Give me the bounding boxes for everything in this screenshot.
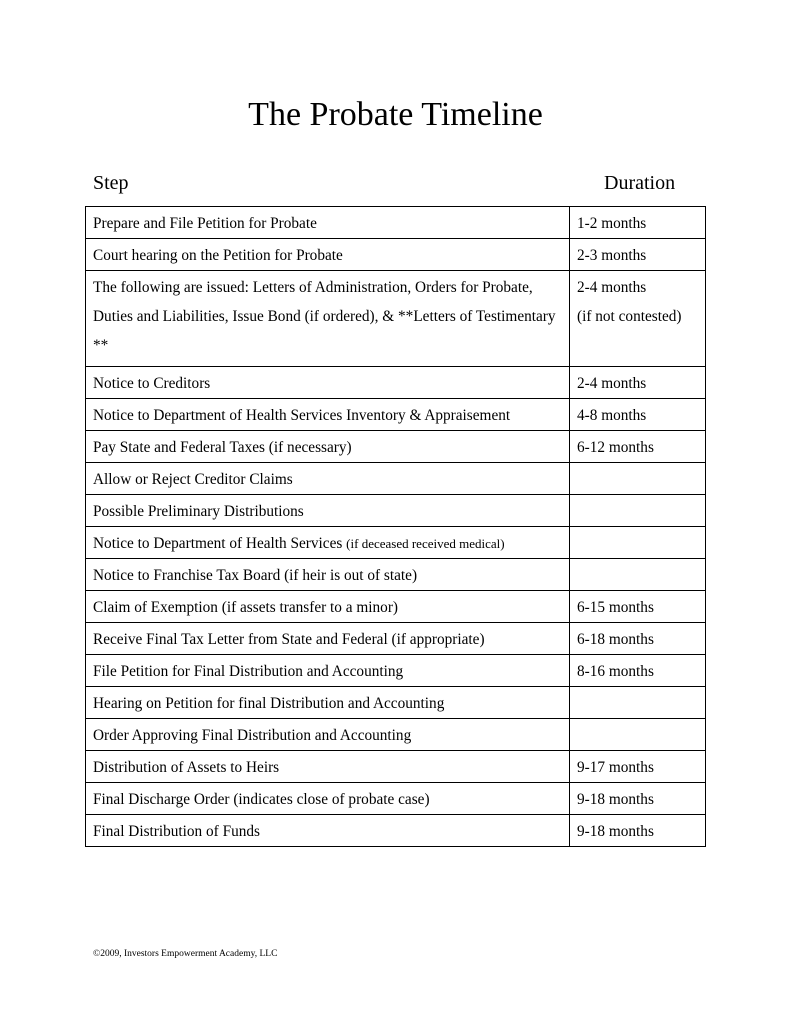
step-cell: Final Distribution of Funds bbox=[86, 815, 570, 847]
duration-cell: 6-12 months bbox=[570, 431, 706, 463]
table-row bbox=[86, 815, 706, 847]
duration-cell: 6-18 months bbox=[570, 623, 706, 655]
step-cell: Notice to Department of Health Services Inventory & Appraisement bbox=[86, 399, 570, 431]
duration-cell: 6-15 months bbox=[570, 591, 706, 623]
duration-column-header: Duration bbox=[604, 172, 676, 194]
table-row bbox=[86, 399, 706, 431]
step-cell: Final Discharge Order (indicates close of probate case) bbox=[86, 783, 570, 815]
table-row bbox=[86, 207, 706, 239]
duration-cell bbox=[570, 719, 706, 751]
duration-cell bbox=[570, 527, 706, 559]
step-cell: Distribution of Assets to Heirs bbox=[86, 751, 570, 783]
step-cell: Notice to Creditors bbox=[86, 367, 570, 399]
duration-cell: 9-18 months bbox=[570, 815, 706, 847]
step-cell: Allow or Reject Creditor Claims bbox=[86, 463, 570, 495]
table-row bbox=[86, 559, 706, 591]
probate-timeline-table bbox=[85, 206, 706, 847]
table-row bbox=[86, 591, 706, 623]
duration-cell: 1-2 months bbox=[570, 207, 706, 239]
step-cell: The following are issued: Letters of Administration, Orders for Probate, Duties and Liabilities, Issue Bond (if ordered), & **Letters of Testimentary ** bbox=[86, 271, 570, 367]
duration-cell bbox=[570, 559, 706, 591]
step-cell: Possible Preliminary Distributions bbox=[86, 495, 570, 527]
table-row bbox=[86, 719, 706, 751]
table-row bbox=[86, 783, 706, 815]
duration-cell bbox=[570, 271, 706, 367]
copyright-footer: ©2009, Investors Empowerment Academy, LLC bbox=[93, 949, 278, 959]
duration-cell bbox=[570, 495, 706, 527]
page-title: The Probate Timeline bbox=[248, 96, 543, 133]
step-cell: Court hearing on the Petition for Probate bbox=[86, 239, 570, 271]
table-row bbox=[86, 239, 706, 271]
table-row bbox=[86, 367, 706, 399]
step-cell: Pay State and Federal Taxes (if necessary) bbox=[86, 431, 570, 463]
duration-cell bbox=[570, 687, 706, 719]
step-cell: Notice to Franchise Tax Board (if heir is out of state) bbox=[86, 559, 570, 591]
table-row bbox=[86, 271, 706, 367]
table-row bbox=[86, 655, 706, 687]
table-row bbox=[86, 527, 706, 559]
table-row bbox=[86, 463, 706, 495]
duration-cell: 4-8 months bbox=[570, 399, 706, 431]
duration-note: (if not contested) bbox=[577, 308, 682, 325]
step-cell: File Petition for Final Distribution and Accounting bbox=[86, 655, 570, 687]
table-row bbox=[86, 431, 706, 463]
table-row bbox=[86, 751, 706, 783]
step-cell: Prepare and File Petition for Probate bbox=[86, 207, 570, 239]
duration-cell: 9-17 months bbox=[570, 751, 706, 783]
step-cell: Claim of Exemption (if assets transfer to a minor) bbox=[86, 591, 570, 623]
duration-cell: 8-16 months bbox=[570, 655, 706, 687]
table-row bbox=[86, 687, 706, 719]
table-row bbox=[86, 495, 706, 527]
step-note: (if deceased received medical) bbox=[346, 536, 505, 551]
duration-cell: 2-3 months bbox=[570, 239, 706, 271]
step-cell: Hearing on Petition for final Distribution and Accounting bbox=[86, 687, 570, 719]
duration-cell: 2-4 months bbox=[570, 367, 706, 399]
duration-value: 2-4 months bbox=[577, 279, 647, 296]
step-text: Notice to Department of Health Services bbox=[93, 535, 343, 552]
step-cell: Receive Final Tax Letter from State and Federal (if appropriate) bbox=[86, 623, 570, 655]
step-cell bbox=[86, 527, 570, 559]
step-column-header: Step bbox=[93, 172, 129, 194]
table-row bbox=[86, 623, 706, 655]
duration-cell bbox=[570, 463, 706, 495]
duration-cell: 9-18 months bbox=[570, 783, 706, 815]
step-cell: Order Approving Final Distribution and Accounting bbox=[86, 719, 570, 751]
